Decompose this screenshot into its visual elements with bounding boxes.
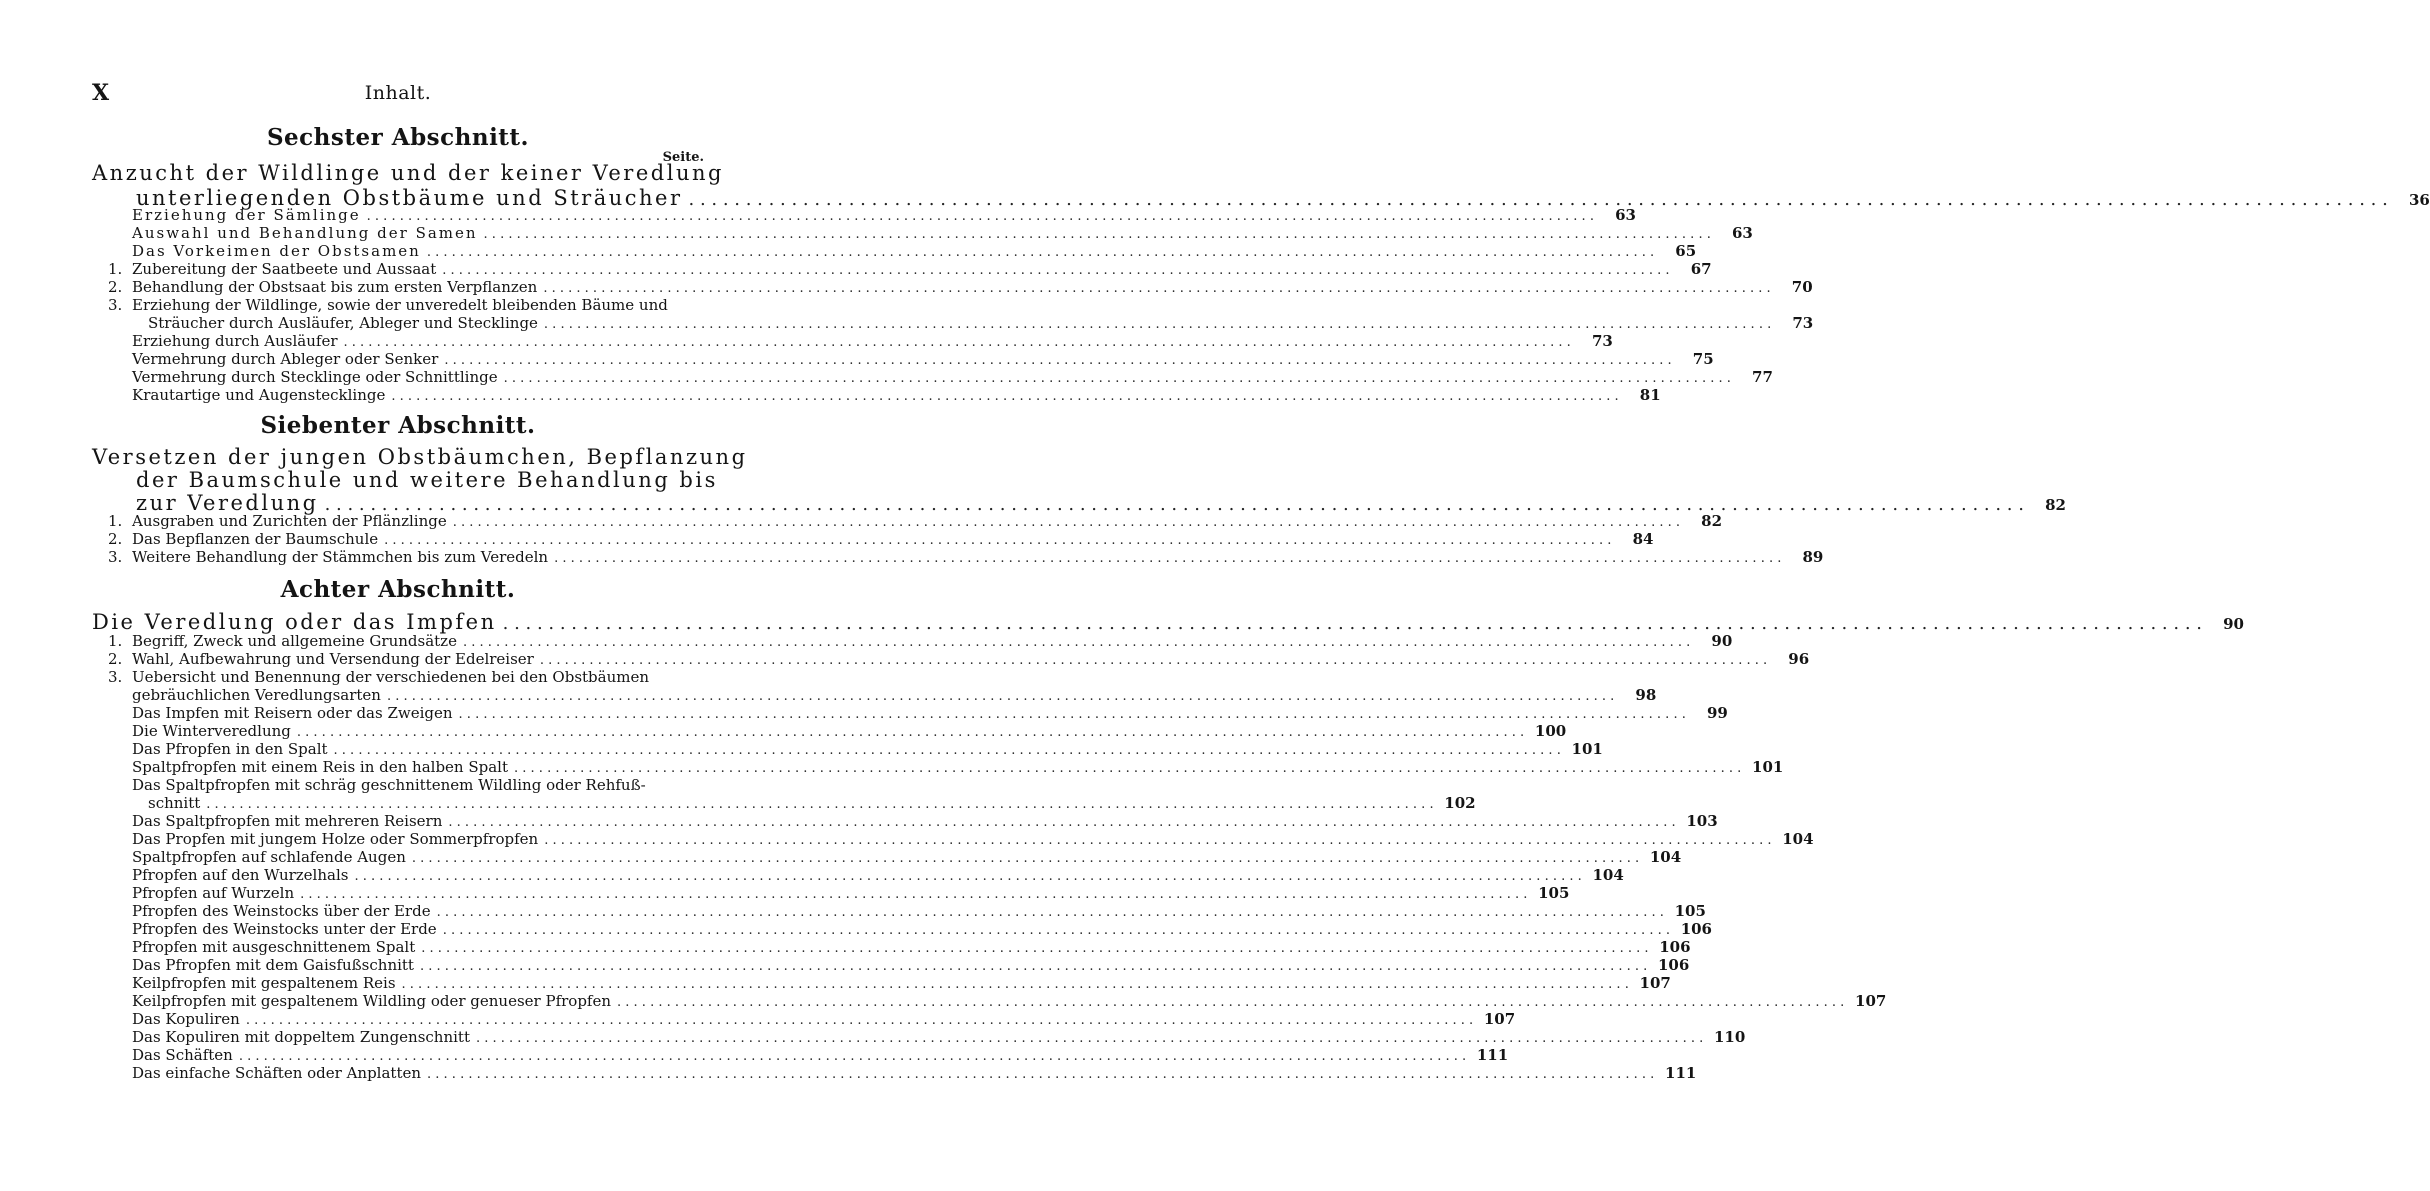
toc-entry <box>132 1010 1516 1029</box>
entry-page: 89 <box>1802 548 1824 566</box>
toc-entry <box>132 242 1697 261</box>
toc-entry <box>132 704 1728 723</box>
entry-page: 75 <box>1692 350 1714 368</box>
toc-entry <box>108 512 1723 531</box>
entry-title: Das Impfen mit Reisern oder das Zweigen <box>132 704 453 722</box>
toc-entry <box>132 386 1661 405</box>
entry-page: 98 <box>1635 686 1657 704</box>
entry-title: Das Vorkeimen der Obstsamen <box>132 242 421 260</box>
entry-page: 104 <box>1782 830 1814 848</box>
entry-title: Spaltpfropfen mit einem Reis in den halben Spalt <box>132 758 509 776</box>
toc-entry <box>132 902 1706 921</box>
toc-entry <box>108 548 1824 567</box>
toc-entry: der Baumschule und weitere Behandlung bis <box>136 468 718 492</box>
entry-number: 2. <box>108 530 123 548</box>
section-heading-7: Siebenter Abschnitt. <box>260 412 536 439</box>
entry-title: Erziehung der Wildlinge, sowie der unveredelt bleibenden Bäume und <box>132 296 668 314</box>
entry-title: Die Winterveredlung <box>132 722 291 740</box>
entry-page: 73 <box>1591 332 1613 350</box>
entry-number: 3. <box>108 548 123 566</box>
toc-entry <box>132 812 1718 831</box>
entry-page: 63 <box>1615 206 1636 224</box>
entry-page: 107 <box>1639 974 1671 992</box>
entry-title: Vermehrung durch Ableger oder Senker <box>132 350 439 368</box>
toc-entry <box>132 686 1657 705</box>
entry-page: 77 <box>1752 368 1773 386</box>
toc-entry <box>108 260 1712 279</box>
entry-page: 107 <box>1855 992 1887 1010</box>
page-header <box>92 80 704 110</box>
entry-title: Pfropfen auf Wurzeln <box>132 884 295 902</box>
toc-entry <box>132 920 1712 939</box>
toc-entry <box>132 866 1624 885</box>
entry-title: Das Spaltpfropfen mit schräg geschnittenem Wildling oder Rehfuß- <box>132 776 646 794</box>
leader-dots <box>617 993 1844 1012</box>
entry-title: Das Bepflanzen der Baumschule <box>132 530 379 548</box>
entry-page: 90 <box>1711 632 1733 650</box>
toc-entry <box>132 758 1784 777</box>
toc-entry <box>108 632 1733 651</box>
toc-entry <box>132 830 1814 849</box>
entry-title: Behandlung der Obstsaat bis zum ersten Verpflanzen <box>132 278 538 296</box>
entry-title: Weitere Behandlung der Stämmchen bis zum Veredeln <box>132 548 549 566</box>
toc-entry <box>132 956 1690 975</box>
toc-entry <box>132 992 1887 1011</box>
entry-page: 67 <box>1690 260 1712 278</box>
running-title: Inhalt. <box>364 82 432 104</box>
entry-number: 3. <box>108 668 123 686</box>
entry-title: Das Pfropfen in den Spalt <box>132 740 328 758</box>
toc-entry <box>132 776 704 795</box>
entry-title: Zubereitung der Saatbeete und Aussaat <box>132 260 437 278</box>
entry-title: Pfropfen des Weinstocks unter der Erde <box>132 920 437 938</box>
entry-page: 104 <box>1592 866 1624 884</box>
toc-entry <box>132 332 1613 351</box>
entry-title: Sträucher durch Ausläufer, Ableger und Stecklinge <box>148 314 538 332</box>
toc-entry <box>132 740 1603 759</box>
section-heading-6: Sechster Abschnitt. <box>266 124 530 151</box>
entry-page: 100 <box>1534 722 1567 740</box>
entry-title: schnitt <box>148 794 201 812</box>
entry-title: Das Propfen mit jungem Holze oder Sommerpfropfen <box>132 830 539 848</box>
section-heading-8: Achter Abschnitt. <box>280 576 516 603</box>
entry-page: 82 <box>2045 496 2066 514</box>
toc-entry <box>132 368 1773 387</box>
entry-title: Wahl, Aufbewahrung und Versendung der Edelreiser <box>132 650 534 668</box>
leader-dots <box>540 651 1767 670</box>
entry-page: 99 <box>1706 704 1728 722</box>
entry-page: 110 <box>1713 1028 1746 1046</box>
toc-entry <box>132 1046 1509 1065</box>
toc-entry <box>132 1028 1746 1047</box>
entry-title: Das Kopuliren <box>132 1010 240 1028</box>
entry-page: 82 <box>1701 512 1723 530</box>
entry-page: 63 <box>1731 224 1753 242</box>
entry-title: Das Spaltpfropfen mit mehreren Reisern <box>132 812 443 830</box>
entry-number: 1. <box>108 632 123 650</box>
leader-dots <box>554 549 1781 568</box>
toc-entry: Anzucht der Wildlinge und der keiner Veredlung <box>92 161 724 185</box>
entry-title: Uebersicht und Benennung der verschiedenen bei den Obstbäumen <box>132 668 650 686</box>
entry-number: 3. <box>108 296 123 314</box>
leader-dots <box>544 831 1771 850</box>
entry-title: gebräuchlichen Veredlungsarten <box>132 686 381 704</box>
toc-entry <box>148 794 1476 813</box>
entry-title: Krautartige und Augenstecklinge <box>132 386 386 404</box>
entry-number: 2. <box>108 278 123 296</box>
entry-page: 107 <box>1483 1010 1516 1028</box>
entry-page: 90 <box>2223 615 2244 633</box>
toc-entry <box>132 350 1714 369</box>
entry-page: 111 <box>1665 1064 1697 1082</box>
page-number: X <box>92 80 110 106</box>
entry-page: 105 <box>1538 884 1570 902</box>
entry-title: Keilpfropfen mit gespaltenem Wildling oder genueser Pfropfen <box>132 992 612 1010</box>
entry-title: Spaltpfropfen auf schlafende Augen <box>132 848 406 866</box>
entry-page: 106 <box>1659 938 1691 956</box>
entry-page: 36 <box>2408 191 2430 209</box>
toc-entry: Versetzen der jungen Obstbäumchen, Bepflanzung <box>92 445 748 469</box>
entry-page: 102 <box>1444 794 1476 812</box>
toc-entry <box>132 722 1567 741</box>
toc-entry <box>132 884 1570 903</box>
entry-page: 101 <box>1752 758 1784 776</box>
leader-dots <box>427 1065 1654 1084</box>
entry-title: Ausgraben und Zurichten der Pflänzlinge <box>132 512 447 530</box>
entry-title: Das Kopuliren mit doppeltem Zungenschnitt <box>132 1028 470 1046</box>
toc-entry <box>108 278 1813 297</box>
entry-number: 1. <box>108 512 123 530</box>
entry-page: 84 <box>1632 530 1654 548</box>
leader-dots <box>543 279 1770 298</box>
seite-label: Seite. <box>662 150 704 165</box>
entry-page: 65 <box>1675 242 1697 260</box>
toc-entry <box>132 848 1682 867</box>
entry-page: 104 <box>1649 848 1682 866</box>
toc-entry <box>132 224 1753 243</box>
entry-title: Pfropfen des Weinstocks über der Erde <box>132 902 431 920</box>
entry-title: Das Pfropfen mit dem Gaisfußschnitt <box>132 956 414 974</box>
entry-page: 73 <box>1792 314 1814 332</box>
entry-page: 111 <box>1476 1046 1509 1064</box>
entry-title: unterliegenden Obstbäume und Sträucher <box>136 186 683 210</box>
entry-number: 2. <box>108 650 123 668</box>
entry-page: 106 <box>1680 920 1712 938</box>
entry-title: Begriff, Zweck und allgemeine Grundsätze <box>132 632 457 650</box>
entry-page: 96 <box>1788 650 1810 668</box>
entry-title: Vermehrung durch Stecklinge oder Schnittlinge <box>132 368 498 386</box>
entry-title: Die Veredlung oder das Impfen <box>92 610 497 634</box>
entry-title: Erziehung der Sämlinge <box>132 206 361 224</box>
toc-entry <box>132 206 1636 225</box>
entry-page: 70 <box>1791 278 1813 296</box>
entry-title: Das Schäften <box>132 1046 233 1064</box>
entry-title: Erziehung durch Ausläufer <box>132 332 338 350</box>
toc-entry <box>108 296 704 315</box>
entry-title: Pfropfen mit ausgeschnittenem Spalt <box>132 938 416 956</box>
entry-page: 106 <box>1657 956 1690 974</box>
entry-title: Pfropfen auf den Wurzelhals <box>132 866 349 884</box>
toc-entry <box>148 314 1814 333</box>
entry-page: 105 <box>1674 902 1706 920</box>
toc-entry <box>108 530 1654 549</box>
toc-entry <box>108 668 704 687</box>
entry-title: Keilpfropfen mit gespaltenem Reis <box>132 974 396 992</box>
toc-entry <box>108 650 1810 669</box>
entry-title: zur Veredlung <box>136 491 319 515</box>
toc-entry <box>132 974 1671 993</box>
entry-number: 1. <box>108 260 123 278</box>
toc-entry <box>132 1064 1697 1083</box>
entry-page: 101 <box>1571 740 1603 758</box>
leader-dots <box>391 387 1618 406</box>
entry-title: Auswahl und Behandlung der Samen <box>132 224 478 242</box>
entry-page: 103 <box>1686 812 1718 830</box>
toc-entry <box>132 938 1691 957</box>
entry-title: Das einfache Schäften oder Anplatten <box>132 1064 422 1082</box>
entry-page: 81 <box>1639 386 1661 404</box>
